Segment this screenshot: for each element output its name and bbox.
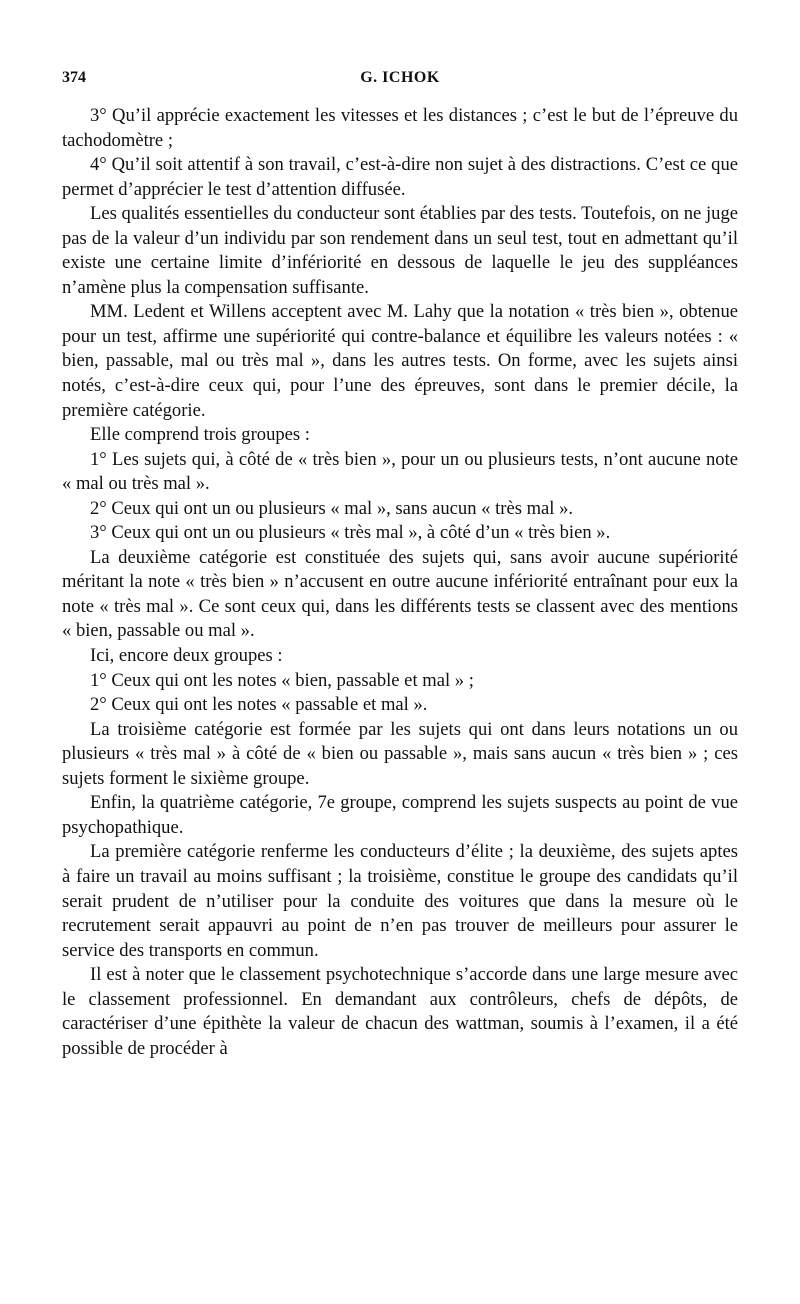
paragraph-group-1: 1° Les sujets qui, à côté de « très bien », pour un ou plusieurs tests, n’ont aucune note « mal ou très mal ». xyxy=(62,448,738,495)
paragraph-second-category: La deuxième catégorie est constituée des sujets qui, sans avoir aucune supériorité méritant la note « très bien » n’accusent en outre aucune infériorité entraînant pour eux la note « très mal ». Ce sont ceux qui, dans les différents tests se classent avec des mentions « bien, passable ou mal ». xyxy=(62,546,738,642)
paragraph-group-2: 2° Ceux qui ont un ou plusieurs « mal », sans aucun « très mal ». xyxy=(90,497,574,519)
running-head-author: G. ICHOK xyxy=(360,69,440,86)
page-number: 374 xyxy=(62,69,86,86)
paragraph-qualities: Les qualités essentielles du conducteur sont établies par des tests. Toutefois, on ne juge pas de la valeur d’un individu par son rendement dans un seul test, tout en admettant qu’il existe une certaine limite d’infériorité en dessous de laquelle le jeu des suppléances n’amène plus la compensation suffisante. xyxy=(62,203,738,298)
paragraph-classification-note: Il est à noter que le classement psychotechnique s’accorde dans une large mesure avec le classement professionnel. En demandant aux contrôleurs, chefs de dépôts, de caractériser d’une épithète la valeur de chacun des wattman, soumis à l’examen, il a été possible de procéder à xyxy=(62,964,738,1059)
body-text xyxy=(62,104,738,1061)
paragraph-notes-1: 1° Ceux qui ont les notes « bien, passable et mal » ; xyxy=(90,669,474,691)
paragraph-ledent-willens: MM. Ledent et Willens acceptent avec M. Lahy que la notation « très bien », obtenue pour un test, affirme une supériorité qui contre-balance et équilibre les valeurs notées : « bien, passable, mal ou très mal », dans les autres tests. On forme, avec les sujets ainsi notés, c’est-à-dire ceux qui, pour l’une des épreuves, sont dans le premier décile, la première catégorie. xyxy=(62,301,738,421)
running-head xyxy=(62,62,738,92)
paragraph-notes-2: 2° Ceux qui ont les notes « passable et mal ». xyxy=(90,694,428,716)
paragraph-criterion-4: 4° Qu’il soit attentif à son travail, c’est-à-dire non sujet à des distractions. C’est ce que permet d’apprécier le test d’attention diffusée. xyxy=(62,154,738,200)
paragraph-two-groups: Ici, encore deux groupes : xyxy=(90,645,283,667)
paragraph-fourth-category: Enfin, la quatrième catégorie, 7e groupe, comprend les sujets suspects au point de vue psychopathique. xyxy=(62,792,738,838)
paragraph-three-groups: Elle comprend trois groupes : xyxy=(90,424,310,446)
paragraph-group-3: 3° Ceux qui ont un ou plusieurs « très mal », à côté d’un « très bien ». xyxy=(90,522,611,544)
paragraph-third-category: La troisième catégorie est formée par les sujets qui ont dans leurs notations un ou plusieurs « très mal » à côté de « bien ou passable », mais sans aucun « très bien » ; ces sujets forment le sixième groupe. xyxy=(62,718,738,789)
page xyxy=(62,62,738,1061)
paragraph-criterion-3: 3° Qu’il apprécie exactement les vitesses et les distances ; c’est le but de l’épreuve du tachodomètre ; xyxy=(62,105,738,151)
paragraph-summary-categories: La première catégorie renferme les conducteurs d’élite ; la deuxième, des sujets aptes à faire un travail au moins suffisant ; la troisième, constitue le groupe des candidats qu’il serait prudent de n’utiliser pour la conduite des voitures que dans la mesure où le recrutement serait appauvri au point de n’en pas trouver de meilleurs pour assurer le service des transports en commun. xyxy=(62,841,738,961)
